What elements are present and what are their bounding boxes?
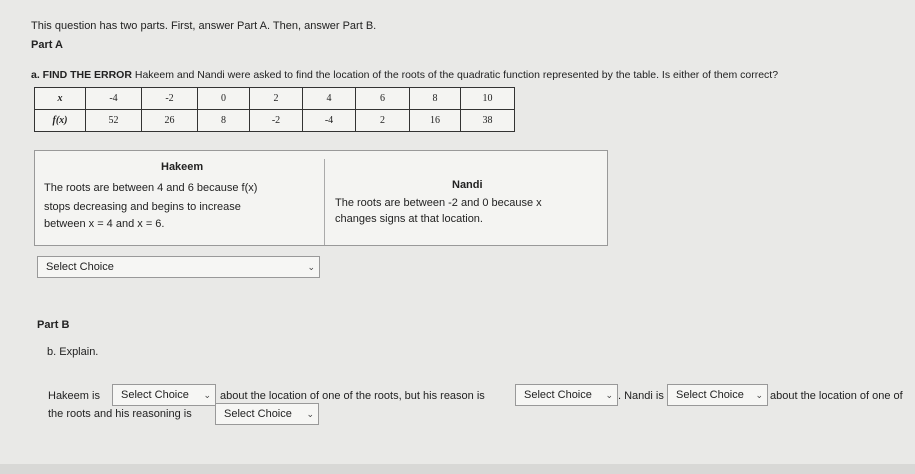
table-cell: 2: [356, 110, 410, 132]
hakeem-reason-select[interactable]: [515, 384, 618, 406]
table-cell: -2: [142, 88, 198, 110]
table-cell: 52: [86, 110, 142, 132]
nandi-name: Nandi: [452, 179, 483, 191]
nandi-line: changes signs at that location.: [335, 213, 483, 225]
table-cell: 16: [410, 110, 461, 132]
nandi-line: The roots are between -2 and 0 because x: [335, 197, 542, 209]
table-cell: -2: [250, 110, 303, 132]
table-cell: 6: [356, 88, 410, 110]
chevron-down-icon: ⌄: [755, 390, 763, 400]
select-label: Select Choice: [121, 389, 189, 401]
table-cell: -4: [86, 88, 142, 110]
table-cell: 2: [250, 88, 303, 110]
table-cell: 10: [461, 88, 515, 110]
table-cell: 26: [142, 110, 198, 132]
table-cell: -4: [303, 110, 356, 132]
divider: [324, 159, 325, 245]
part-a-label: Part A: [31, 39, 63, 51]
sentence-text: about the location of one of the roots, but his reason is: [220, 390, 485, 402]
chevron-down-icon: ⌄: [203, 390, 211, 400]
chevron-down-icon: ⌄: [306, 409, 314, 419]
sentence-text: Hakeem is: [48, 390, 100, 402]
hakeem-line: stops decreasing and begins to increase: [44, 201, 241, 213]
select-label: Select Choice: [524, 389, 592, 401]
part-a-select[interactable]: [37, 256, 320, 278]
table-cell: 8: [410, 88, 461, 110]
part-a-prompt: [31, 68, 778, 82]
x-header: x: [35, 88, 86, 110]
fx-header: f(x): [35, 110, 86, 132]
chevron-down-icon: ⌄: [605, 390, 613, 400]
chevron-down-icon: ⌄: [307, 262, 315, 272]
nandi-reason-select[interactable]: [215, 403, 319, 425]
sentence-text: . Nandi is: [618, 390, 664, 402]
hakeem-correct-select[interactable]: [112, 384, 216, 406]
part-a-prompt-text: Hakeem and Nandi were asked to find the location of the roots of the quadratic function represented by the table. Is either of them correct?: [131, 69, 779, 81]
hakeem-line: The roots are between 4 and 6 because f(x): [44, 182, 258, 194]
table-row: [35, 110, 515, 132]
select-label: Select Choice: [224, 408, 292, 420]
table-cell: 4: [303, 88, 356, 110]
hakeem-name: Hakeem: [161, 161, 204, 173]
bottom-bar: [0, 464, 915, 474]
table-row: [35, 88, 515, 110]
comparison-box: [34, 150, 608, 246]
intro-text: This question has two parts. First, answer Part A. Then, answer Part B.: [31, 20, 377, 32]
select-label: Select Choice: [46, 261, 114, 273]
hakeem-line: between x = 4 and x = 6.: [44, 218, 165, 230]
find-error-label: a. FIND THE ERROR: [31, 69, 132, 81]
part-b-label: Part B: [37, 319, 70, 331]
table-cell: 38: [461, 110, 515, 132]
select-label: Select Choice: [676, 389, 744, 401]
table-cell: 0: [198, 88, 250, 110]
table-cell: 8: [198, 110, 250, 132]
sentence-text: about the location of one of: [770, 390, 903, 402]
part-b-prompt: b. Explain.: [47, 346, 99, 358]
sentence-text: the roots and his reasoning is: [48, 408, 192, 420]
nandi-correct-select[interactable]: [667, 384, 768, 406]
values-table: [34, 87, 515, 132]
